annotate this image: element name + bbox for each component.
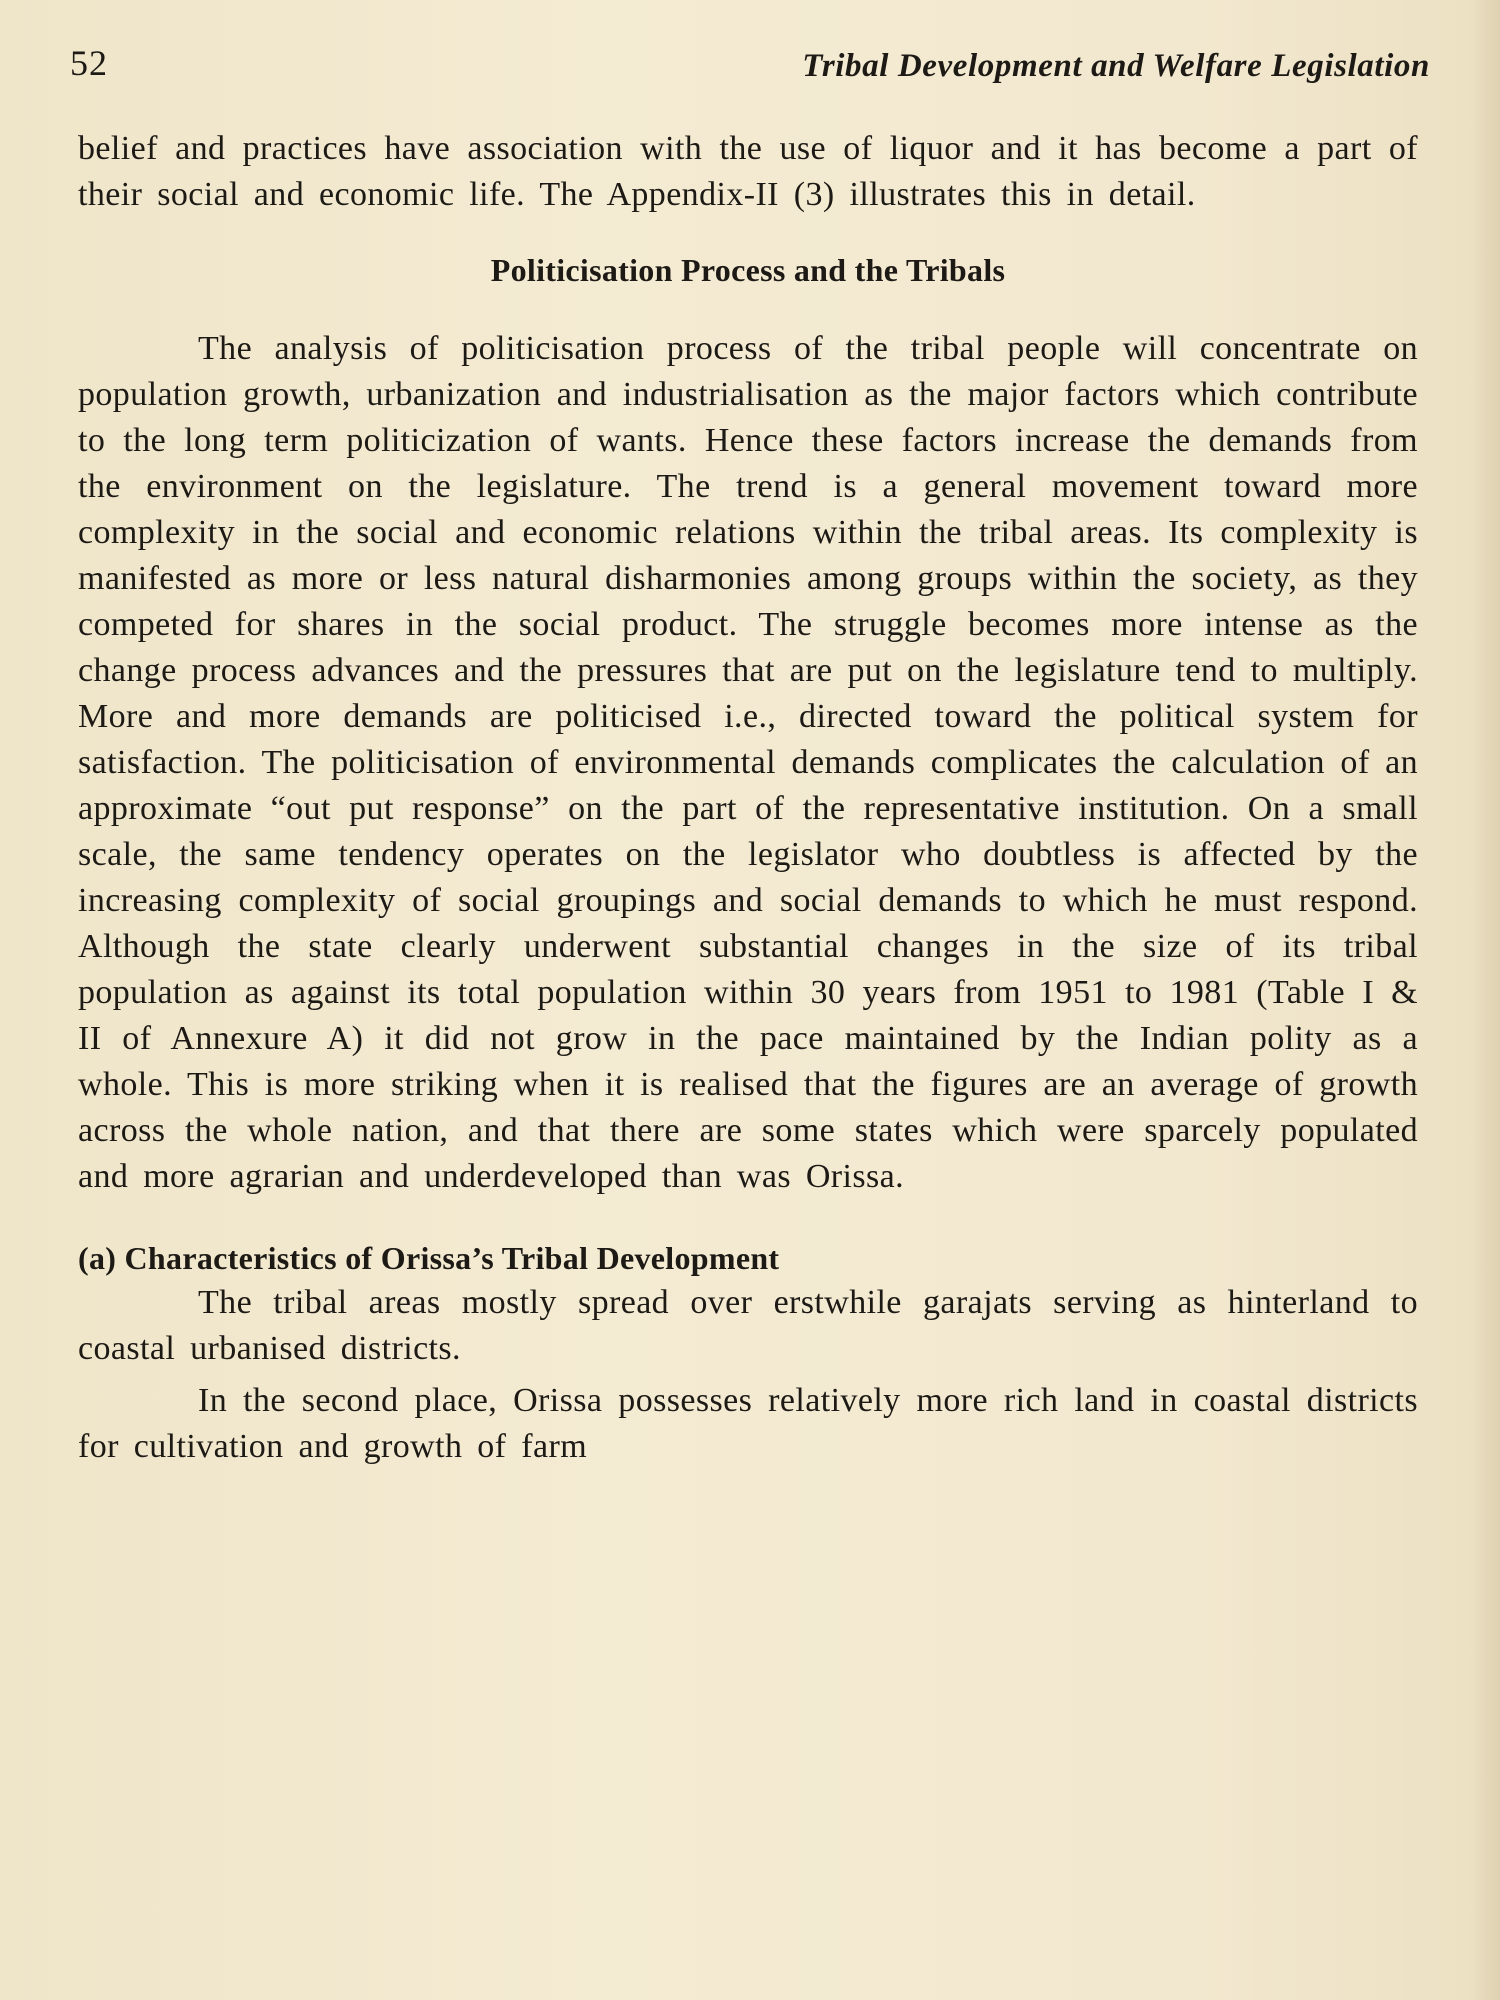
running-title: Tribal Development and Welfare Legislation: [802, 48, 1430, 84]
main-paragraph: The analysis of politicisation process of the tribal people will concentrate on population growth, urbanization and industrialisation as the major factors which contribute to the long term politicization of wants. Hence these factors increase the demands from the environment on the legislature. The trend is a general movement toward more complexity in the social and economic relations within the tribal areas. Its complexity is manifested as more or less natural disharmonies among groups within the society, as they competed for shares in the social product. The struggle becomes more intense as the change process advances and the pressures that are put on the legislature tend to multiply. More and more demands are politicised i.e., directed toward the political system for satisfaction. The politicisation of environmental demands complicates the calculation of an approximate “out put response” on the part of the representative institution. On a small scale, the same tendency operates on the legislator who doubtless is affected by the increasing complexity of social groupings and social demands to which he must respond. Although the state clearly underwent substantial changes in the size of its tribal population as against its total population within 30 years from 1951 to 1981 (Table I & II of Annexure A) it did not grow in the pace maintained by the Indian polity as a whole. This is more striking when it is realised that the figures are an average of growth across the whole nation, and that there are some states which were sparcely populated and more agrarian and underdeveloped than was Orissa.: [78, 330, 1418, 1195]
subsection-paragraph-2: In the second place, Orissa possesses relatively more rich land in coastal districts for cultivation and growth of farm: [78, 1382, 1418, 1465]
page-edge-shadow: [1470, 0, 1500, 2000]
intro-paragraph: belief and practices have association with the use of liquor and it has become a part of their social and economic life. The Appendix-II (3) illustrates this in detail.: [78, 130, 1418, 213]
page-header: [70, 42, 1430, 102]
subsection-paragraph-1: The tribal areas mostly spread over erstwhile garajats serving as hinterland to coastal urbanised districts.: [78, 1284, 1418, 1367]
subsection-heading: (a) Characteristics of Orissa’s Tribal Development: [78, 1240, 780, 1276]
page-body: [78, 126, 1418, 1470]
section-heading: Politicisation Process and the Tribals: [490, 252, 1006, 288]
page-number: 52: [70, 43, 108, 83]
